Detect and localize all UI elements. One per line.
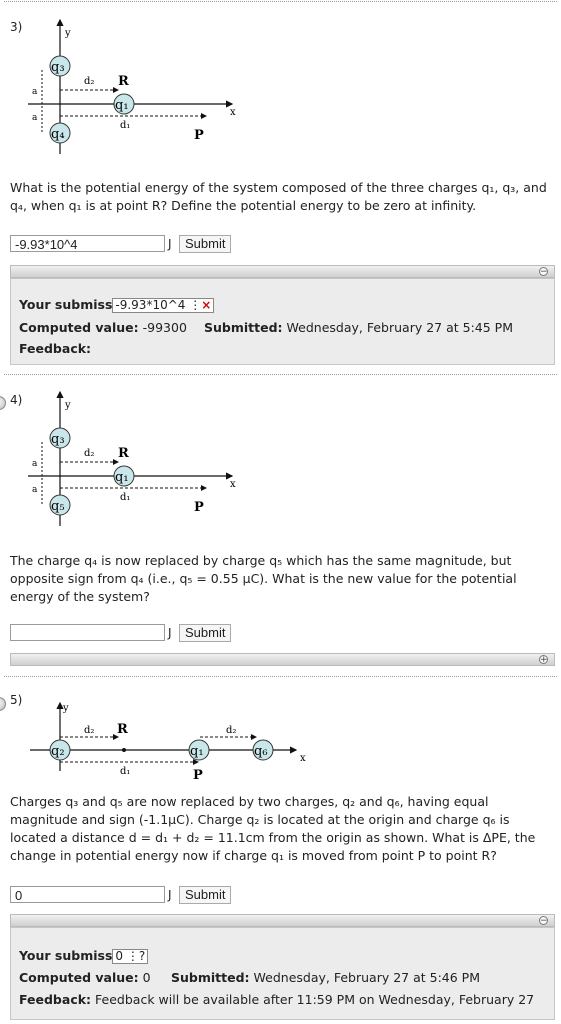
question-5-text: Charges q₃ and q₅ are now replaced by two charges, q₂ and q₆, having equal magnitude and sign (-1.1μC). Charge q₂ is located at the origin and charge q₆ is located a distance d = d₁ + d₂ = 11.1cm from the origin as shown. What is ΔPE, the change in potential energy now if charge q₁ is moved from point P to point R? <box>10 794 536 863</box>
charge-q6-label: q₆ <box>254 744 268 759</box>
question-4-text: The charge q₄ is now replaced by charge q₅ which has the same magnitude, but opposite sign from q₄ (i.e., q₅ = 0.55 μC). What is the new value for the potential energy of the system? <box>10 553 517 604</box>
submission-value: -9.93*10^4 <box>115 298 186 312</box>
d1-label: d₁ <box>120 120 131 131</box>
q3-feedback-line <box>19 341 91 356</box>
d2-left-label: d₂ <box>84 725 95 736</box>
question-4-figure <box>0 386 260 526</box>
q5-submission-line <box>19 948 148 964</box>
submission-value-box: -9.93*10^4 ⋮× <box>112 298 214 313</box>
q5-computed-line <box>19 970 151 985</box>
computed-label: Computed value: <box>19 320 139 335</box>
question-3-unit: J <box>168 237 172 251</box>
question-3-number: 3) <box>10 20 23 34</box>
submitted-label: Submitted: <box>171 970 250 985</box>
y-axis-label: y <box>65 400 71 411</box>
charge-q4-label: q₄ <box>51 127 65 142</box>
charge-q1-label: q₁ <box>190 744 204 759</box>
question-3-feedback-bar[interactable] <box>10 265 555 278</box>
collapse-icon[interactable]: − <box>540 916 548 926</box>
feedback-value: Feedback will be available after 11:59 PM on Wednesday, February 27 <box>95 992 535 1007</box>
question-5-unit: J <box>168 888 172 902</box>
d2-right-label: d₂ <box>226 725 237 736</box>
separator-q4 <box>4 374 557 375</box>
question-3-submit-button[interactable]: Submit <box>179 235 231 253</box>
question-5-feedback-panel <box>10 927 555 1020</box>
point-r-label: R <box>118 74 129 89</box>
question-4-number: 4) <box>10 393 23 407</box>
q5-submitted-line <box>171 970 480 985</box>
question-5-number: 5) <box>10 693 23 707</box>
computed-label: Computed value: <box>19 970 139 985</box>
x-axis-label: x <box>230 107 236 118</box>
point-p-label: P <box>194 128 204 143</box>
pending-icon: ? <box>138 949 146 963</box>
d2-label: d₂ <box>84 448 95 459</box>
x-axis-label: x <box>230 479 236 490</box>
question-4-unit: J <box>168 626 172 640</box>
question-5-feedback-bar[interactable] <box>10 914 555 927</box>
question-5-figure <box>0 697 320 787</box>
computed-value: 0 <box>142 970 151 985</box>
point-r-label: R <box>117 722 128 737</box>
collapse-icon[interactable]: − <box>540 267 548 277</box>
question-3-answer-input[interactable]: -9.93*10^4 <box>10 235 165 252</box>
question-3-text: What is the potential energy of the system composed of the three charges q₁, q₃, and q₄, when q₁ is at point R? Define the potential energy to be zero at infinity. <box>10 180 547 213</box>
expand-icon[interactable]: + <box>540 655 548 665</box>
a-label-upper: a <box>32 459 38 469</box>
question-4-feedback-bar[interactable] <box>10 653 555 666</box>
separator-q5 <box>4 676 557 677</box>
a-label-lower: a <box>32 485 38 495</box>
feedback-label: Feedback: <box>19 341 92 356</box>
y-axis-label: y <box>65 28 71 39</box>
q3-submitted-line <box>204 320 513 335</box>
q3-computed-line <box>19 320 187 335</box>
x-axis-label: x <box>300 753 306 764</box>
incorrect-icon: × <box>201 298 212 312</box>
y-axis-label: y <box>63 703 69 714</box>
a-label-lower: a <box>32 113 38 123</box>
a-label-upper: a <box>32 87 38 97</box>
charge-q1-label: q₁ <box>115 470 129 485</box>
charge-q2-label: q₂ <box>51 744 65 759</box>
charge-q1-label: q₁ <box>115 98 129 113</box>
submission-label: Your submiss <box>19 948 113 963</box>
point-p-label: P <box>193 768 203 783</box>
question-4-submit-button[interactable]: Submit <box>179 624 231 642</box>
submission-label: Your submiss <box>19 297 113 312</box>
d1-label: d₁ <box>120 766 131 777</box>
question-3-figure <box>0 14 260 154</box>
point-r-label: R <box>118 446 129 461</box>
submission-value-box: 0 ⋮? <box>112 949 148 964</box>
point-p-label: P <box>194 500 204 515</box>
charge-q3-label: q₃ <box>51 60 65 75</box>
feedback-label: Feedback: <box>19 992 92 1007</box>
d2-label: d₂ <box>84 76 95 87</box>
question-3-feedback-panel <box>10 278 555 365</box>
q3-submission-line <box>19 297 214 313</box>
d1-label: d₁ <box>120 492 131 503</box>
q5-feedback-line <box>19 992 534 1007</box>
charge-q3-label: q₃ <box>51 432 65 447</box>
submitted-value: Wednesday, February 27 at 5:45 PM <box>286 320 513 335</box>
point-r-marker <box>122 748 126 752</box>
question-4-answer-input[interactable] <box>10 624 165 641</box>
computed-value: -99300 <box>142 320 187 335</box>
question-5-answer-input[interactable]: 0 <box>10 886 165 903</box>
submitted-label: Submitted: <box>204 320 283 335</box>
charge-q5-label: q₅ <box>51 499 65 514</box>
separator-top <box>4 1 557 2</box>
submission-value: 0 <box>115 949 124 963</box>
question-5-submit-button[interactable]: Submit <box>179 886 231 904</box>
submitted-value: Wednesday, February 27 at 5:46 PM <box>253 970 480 985</box>
